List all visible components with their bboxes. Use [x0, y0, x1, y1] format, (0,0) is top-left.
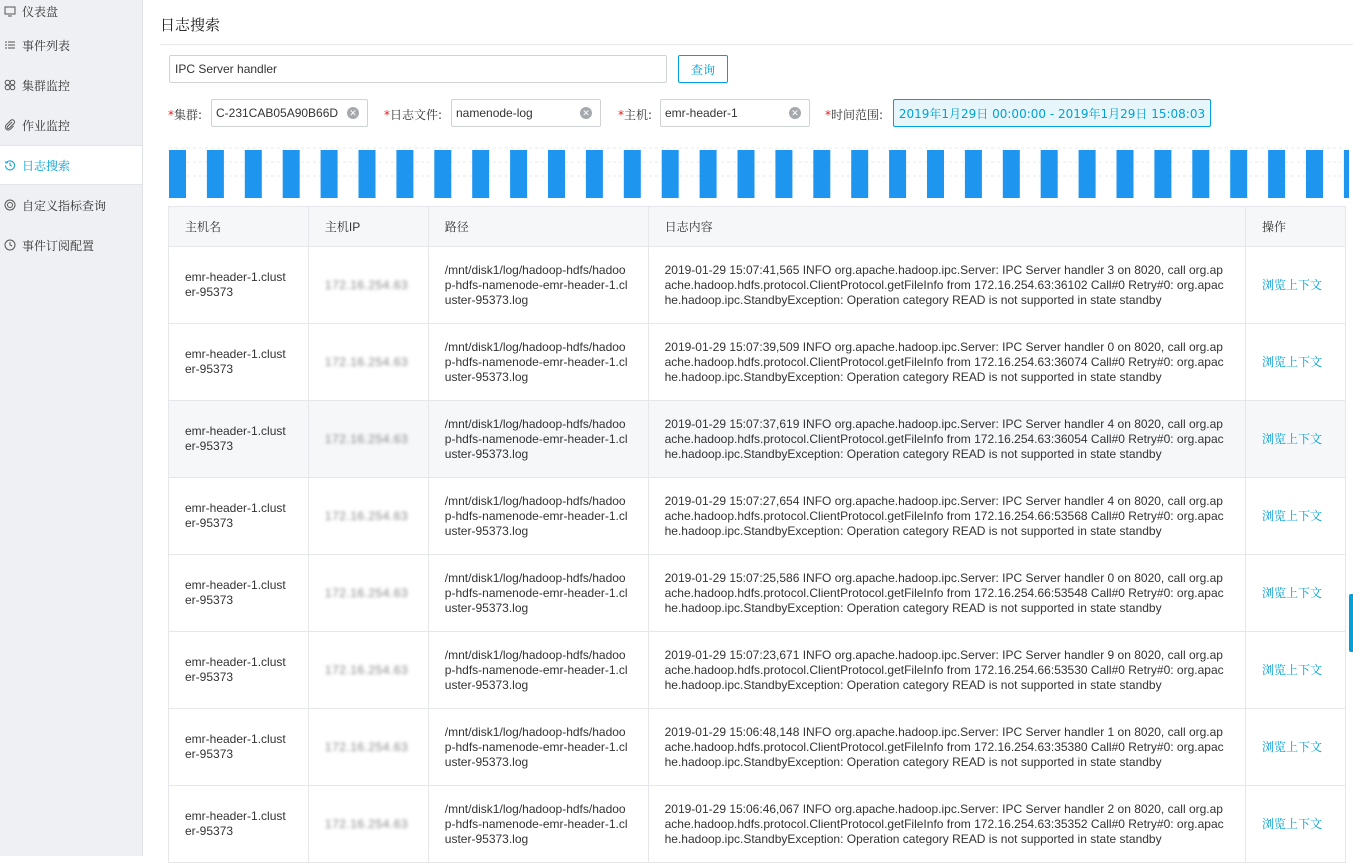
paperclip-icon	[4, 119, 16, 131]
ip-cell	[308, 324, 428, 401]
content-cell: 2019-01-29 15:07:39,509 INFO org.apache.hadoop.ipc.Server: IPC Server handler 0 on 8020, call org.apache.hadoop.hdfs.protocol.ClientProtocol.getFileInfo from 172.16.254.63:36074 Call#0 Retry#0: org.apache.hadoop.ipc.StandbyException: Operation category READ is not supported in state standby	[648, 324, 1245, 401]
histogram-bar	[1192, 150, 1209, 198]
histogram-bar	[510, 150, 527, 198]
histogram-bar	[775, 150, 792, 198]
host-cell: emr-header-1.cluster-95373	[169, 786, 309, 863]
logfile-label: *日志文件:	[384, 108, 443, 122]
histogram-bar	[472, 150, 489, 198]
histogram-bar	[889, 150, 906, 198]
histogram-bar	[359, 150, 376, 198]
path-cell: /mnt/disk1/log/hadoop-hdfs/hadoop-hdfs-namenode-emr-header-1.cluster-95373.log	[428, 555, 648, 632]
target-icon	[4, 199, 16, 211]
sidebar-item-cluster-monitor[interactable]	[0, 65, 142, 105]
histogram-bar	[548, 150, 565, 198]
table-row	[169, 709, 1346, 786]
time-range-label: *时间范围:	[825, 108, 884, 122]
histogram-bar	[245, 150, 262, 198]
histogram-bar	[813, 150, 830, 198]
histogram-bar	[396, 150, 413, 198]
search-input[interactable]	[169, 55, 667, 83]
histogram-bar	[700, 150, 717, 198]
histogram-bar	[283, 150, 300, 198]
content-cell: 2019-01-29 15:07:41,565 INFO org.apache.hadoop.ipc.Server: IPC Server handler 3 on 8020, call org.apache.hadoop.hdfs.protocol.ClientProtocol.getFileInfo from 172.16.254.63:36102 Call#0 Retry#0: org.apache.hadoop.ipc.StandbyException: Operation category READ is not supported in state standby	[648, 247, 1245, 324]
log-histogram	[169, 140, 1349, 202]
path-cell: /mnt/disk1/log/hadoop-hdfs/hadoop-hdfs-namenode-emr-header-1.cluster-95373.log	[428, 786, 648, 863]
ip-value: 172.16.254.63	[324, 816, 409, 831]
column-header-action: 操作	[1246, 207, 1346, 247]
ip-value: 172.16.254.63	[324, 277, 409, 292]
browse-context-link[interactable]: 浏览上下文	[1262, 354, 1323, 369]
content-cell: 2019-01-29 15:07:25,586 INFO org.apache.hadoop.ipc.Server: IPC Server handler 0 on 8020, call org.apache.hadoop.hdfs.protocol.ClientProtocol.getFileInfo from 172.16.254.66:53548 Call#0 Retry#0: org.apache.hadoop.ipc.StandbyException: Operation category READ is not supported in state standby	[648, 555, 1245, 632]
action-cell	[1246, 247, 1346, 324]
table-row	[169, 555, 1346, 632]
histogram-bar	[965, 150, 982, 198]
sidebar-item-custom-metric-query[interactable]	[0, 185, 142, 225]
sidebar-item-label: 事件列表	[22, 38, 71, 53]
main-content	[143, 0, 1353, 856]
host-cell: emr-header-1.cluster-95373	[169, 478, 309, 555]
clear-icon[interactable]: ✕	[580, 107, 592, 119]
cluster-select[interactable]	[211, 99, 368, 127]
page-title: 日志搜索	[160, 16, 221, 34]
table-header-row	[169, 207, 1346, 247]
sidebar-item-label: 日志搜索	[22, 158, 71, 173]
ip-cell	[308, 786, 428, 863]
path-cell: /mnt/disk1/log/hadoop-hdfs/hadoop-hdfs-namenode-emr-header-1.cluster-95373.log	[428, 324, 648, 401]
action-cell	[1246, 401, 1346, 478]
monitor-icon	[4, 5, 16, 17]
sidebar-item-event-subscription[interactable]	[0, 225, 142, 265]
histogram-bar	[662, 150, 679, 198]
histogram-bar	[1003, 150, 1020, 198]
host-cell: emr-header-1.cluster-95373	[169, 709, 309, 786]
browse-context-link[interactable]: 浏览上下文	[1262, 508, 1323, 523]
logfile-select[interactable]	[451, 99, 601, 127]
sidebar-item-label: 仪表盘	[22, 4, 59, 19]
ip-cell	[308, 401, 428, 478]
clear-icon[interactable]: ✕	[347, 107, 359, 119]
path-cell: /mnt/disk1/log/hadoop-hdfs/hadoop-hdfs-namenode-emr-header-1.cluster-95373.log	[428, 247, 648, 324]
histogram-bar	[851, 150, 868, 198]
table-row	[169, 324, 1346, 401]
histogram-bar	[207, 150, 224, 198]
host-cell: emr-header-1.cluster-95373	[169, 555, 309, 632]
path-cell: /mnt/disk1/log/hadoop-hdfs/hadoop-hdfs-namenode-emr-header-1.cluster-95373.log	[428, 632, 648, 709]
ip-cell	[308, 247, 428, 324]
path-cell: /mnt/disk1/log/hadoop-hdfs/hadoop-hdfs-namenode-emr-header-1.cluster-95373.log	[428, 478, 648, 555]
histogram-bar	[624, 150, 641, 198]
ip-cell	[308, 632, 428, 709]
ip-cell	[308, 709, 428, 786]
ip-value: 172.16.254.63	[324, 585, 409, 600]
column-header-ip: 主机IP	[308, 207, 428, 247]
query-button[interactable]: 查询	[678, 55, 728, 83]
ip-value: 172.16.254.63	[324, 354, 409, 369]
histogram-bar	[927, 150, 944, 198]
host-value: emr-header-1	[665, 106, 738, 120]
sidebar-item-label: 自定义指标查询	[22, 198, 107, 213]
histogram-bar	[738, 150, 755, 198]
content-cell: 2019-01-29 15:06:48,148 INFO org.apache.hadoop.ipc.Server: IPC Server handler 1 on 8020, call org.apache.hadoop.hdfs.protocol.ClientProtocol.getFileInfo from 172.16.254.63:35380 Call#0 Retry#0: org.apache.hadoop.ipc.StandbyException: Operation category READ is not supported in state standby	[648, 709, 1245, 786]
path-cell: /mnt/disk1/log/hadoop-hdfs/hadoop-hdfs-namenode-emr-header-1.cluster-95373.log	[428, 401, 648, 478]
host-cell: emr-header-1.cluster-95373	[169, 401, 309, 478]
column-header-host: 主机名	[169, 207, 309, 247]
action-cell	[1246, 324, 1346, 401]
column-header-path: 路径	[428, 207, 648, 247]
histogram-bar	[1079, 150, 1096, 198]
time-range-picker[interactable]: 2019年1月29日 00:00:00 - 2019年1月29日 15:08:03	[893, 99, 1211, 127]
histogram-bar	[169, 150, 186, 198]
cluster-value: C-231CAB05A90B66D	[216, 106, 339, 120]
content-cell: 2019-01-29 15:07:27,654 INFO org.apache.hadoop.ipc.Server: IPC Server handler 4 on 8020, call org.apache.hadoop.hdfs.protocol.ClientProtocol.getFileInfo from 172.16.254.66:53568 Call#0 Retry#0: org.apache.hadoop.ipc.StandbyException: Operation category READ is not supported in state standby	[648, 478, 1245, 555]
sidebar-item-events[interactable]	[0, 25, 142, 65]
host-label: *主机:	[618, 108, 653, 122]
sidebar	[0, 0, 143, 856]
host-cell: emr-header-1.cluster-95373	[169, 247, 309, 324]
browse-context-link[interactable]: 浏览上下文	[1262, 739, 1323, 754]
sidebar-item-job-monitor[interactable]	[0, 105, 142, 145]
sidebar-item-label: 作业监控	[22, 118, 71, 133]
browse-context-link[interactable]: 浏览上下文	[1262, 585, 1323, 600]
action-cell	[1246, 709, 1346, 786]
action-cell	[1246, 786, 1346, 863]
feedback-tab[interactable]	[1349, 594, 1353, 652]
host-select[interactable]	[660, 99, 810, 127]
histogram-bar	[1344, 150, 1349, 198]
logfile-value: namenode-log	[456, 106, 533, 120]
clear-icon[interactable]: ✕	[789, 107, 801, 119]
browse-context-link[interactable]: 浏览上下文	[1262, 277, 1323, 292]
histogram-bar	[434, 150, 451, 198]
cluster-label: *集群:	[168, 108, 203, 122]
host-cell: emr-header-1.cluster-95373	[169, 632, 309, 709]
list-icon	[4, 39, 16, 51]
action-cell	[1246, 478, 1346, 555]
sidebar-item-dashboard[interactable]	[0, 0, 142, 25]
table-row	[169, 478, 1346, 555]
history-icon	[4, 159, 16, 171]
ip-value: 172.16.254.63	[324, 662, 409, 677]
sidebar-item-label: 事件订阅配置	[22, 238, 95, 253]
histogram-bar	[1230, 150, 1247, 198]
column-header-content: 日志内容	[648, 207, 1245, 247]
clock-icon	[4, 239, 16, 251]
histogram-bar	[586, 150, 603, 198]
action-cell	[1246, 555, 1346, 632]
sidebar-item-log-search[interactable]	[0, 145, 142, 185]
cluster-icon	[4, 79, 16, 91]
content-cell: 2019-01-29 15:07:37,619 INFO org.apache.hadoop.ipc.Server: IPC Server handler 4 on 8020, call org.apache.hadoop.hdfs.protocol.ClientProtocol.getFileInfo from 172.16.254.63:36054 Call#0 Retry#0: org.apache.hadoop.ipc.StandbyException: Operation category READ is not supported in state standby	[648, 401, 1245, 478]
log-table	[168, 206, 1346, 863]
ip-value: 172.16.254.63	[324, 508, 409, 523]
browse-context-link[interactable]: 浏览上下文	[1262, 816, 1323, 831]
histogram-bar	[1117, 150, 1134, 198]
host-cell: emr-header-1.cluster-95373	[169, 324, 309, 401]
ip-value: 172.16.254.63	[324, 739, 409, 754]
browse-context-link[interactable]: 浏览上下文	[1262, 662, 1323, 677]
path-cell: /mnt/disk1/log/hadoop-hdfs/hadoop-hdfs-namenode-emr-header-1.cluster-95373.log	[428, 709, 648, 786]
content-cell: 2019-01-29 15:07:23,671 INFO org.apache.hadoop.ipc.Server: IPC Server handler 9 on 8020, call org.apache.hadoop.hdfs.protocol.ClientProtocol.getFileInfo from 172.16.254.66:53530 Call#0 Retry#0: org.apache.hadoop.ipc.StandbyException: Operation category READ is not supported in state standby	[648, 632, 1245, 709]
histogram-bar	[1306, 150, 1323, 198]
table-row	[169, 247, 1346, 324]
action-cell	[1246, 632, 1346, 709]
table-row	[169, 401, 1346, 478]
ip-cell	[308, 555, 428, 632]
histogram-bar	[321, 150, 338, 198]
browse-context-link[interactable]: 浏览上下文	[1262, 431, 1323, 446]
ip-cell	[308, 478, 428, 555]
ip-value: 172.16.254.63	[324, 431, 409, 446]
content-cell: 2019-01-29 15:06:46,067 INFO org.apache.hadoop.ipc.Server: IPC Server handler 2 on 8020, call org.apache.hadoop.hdfs.protocol.ClientProtocol.getFileInfo from 172.16.254.63:35352 Call#0 Retry#0: org.apache.hadoop.ipc.StandbyException: Operation category READ is not supported in state standby	[648, 786, 1245, 863]
title-divider	[160, 44, 1353, 45]
histogram-bar	[1154, 150, 1171, 198]
sidebar-item-label: 集群监控	[22, 78, 71, 93]
histogram-bar	[1268, 150, 1285, 198]
histogram-bar	[1041, 150, 1058, 198]
table-row	[169, 786, 1346, 863]
table-row	[169, 632, 1346, 709]
